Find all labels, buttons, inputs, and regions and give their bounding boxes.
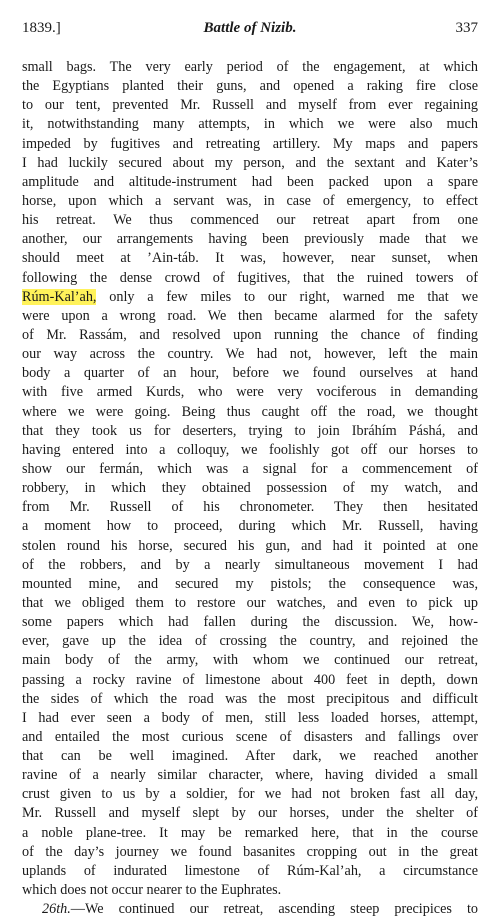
line-text: uplands of indurated limestone of Rúm-Kal’ah, a circumstance (22, 862, 478, 879)
text-line (22, 804, 478, 823)
text-line (22, 77, 478, 96)
line-text: that they took us for deserters, trying to join Ibráhím Páshá, and (22, 422, 478, 439)
line-text: from Mr. Russell of his chronometer. They then hesitated (22, 499, 478, 516)
page-number: 337 (455, 20, 478, 36)
line-text: crust given to us by a soldier, for we had not broken fast all day, (22, 786, 478, 803)
text-line (22, 135, 478, 154)
line-text: a noble plane-tree. It may be remarked here, that in the course (22, 824, 478, 841)
line-text: impeded by fugitives and retreating artillery. My maps and papers (22, 135, 478, 152)
line-text: and entailed the most curious scene of disasters and fallings over (22, 728, 478, 745)
line-text: where we were going. Being thus caught off the road, we thought (22, 403, 478, 420)
line-text: only a few miles to our right, warned me that we (96, 288, 478, 305)
text-line (22, 843, 478, 862)
text-line (22, 383, 478, 402)
line-text: mounted mine, and secured my pistols; the consequence was, (22, 575, 478, 592)
highlighted-place-name: Rúm-Kal’ah, (22, 288, 97, 305)
text-line (22, 785, 478, 804)
text-line (22, 709, 478, 728)
text-line (22, 230, 478, 249)
line-text: our way across the country. We had not, however, left the main (22, 346, 478, 363)
text-line (22, 824, 478, 843)
text-line (22, 556, 478, 575)
line-text: that can be well imagined. After dark, we reached another (22, 748, 478, 765)
line-text: the Egyptians planted their guns, and opened a raking fire close (22, 78, 478, 95)
text-line (22, 690, 478, 709)
line-text: following the dense crowd of fugitives, that the ruined towers of (22, 269, 478, 286)
text-line (22, 154, 478, 173)
line-text: of the day’s journey we found basanites cropping out in the great (22, 843, 478, 860)
line-text: show our fermán, which was a signal for a commencement of (22, 460, 478, 477)
text-line (22, 632, 478, 651)
text-line (22, 613, 478, 632)
line-text: —We continued our retreat, ascending steep precipices to (70, 901, 478, 918)
text-line (22, 747, 478, 766)
text-line (22, 288, 478, 307)
line-text: a moment how to proceed, during which Mr. Russell, having (22, 518, 478, 535)
line-text: which does not occur nearer to the Euphrates. (22, 882, 282, 899)
book-page (22, 20, 478, 919)
running-head (22, 20, 478, 46)
text-line (22, 575, 478, 594)
running-head-year: 1839.] (22, 20, 61, 36)
line-text: were upon a wrong road. We then became alarmed for the safety (22, 307, 478, 324)
text-line (22, 364, 478, 383)
line-text: with five armed Kurds, who were very vociferous in demanding (22, 384, 478, 401)
line-text: of Mr. Rassám, and resolved upon running the chance of finding (22, 326, 478, 343)
line-text: the sides of which the road was the most precipitous and difficult (22, 690, 478, 707)
line-text: I had ever seen a body of men, still less loaded horses, attempt, (22, 709, 478, 726)
text-line (22, 441, 478, 460)
text-line (22, 326, 478, 345)
line-text: stolen round his horse, secured his gun, and had it pointed at one (22, 537, 478, 554)
line-text: should meet at ’Ain-táb. It was, however, near sunset, when (22, 250, 478, 267)
line-text: it, notwithstanding many attempts, in which we were also much (22, 116, 478, 133)
text-line (22, 671, 478, 690)
text-line (22, 115, 478, 134)
text-line (22, 192, 478, 211)
line-text: that we obliged them to restore our watches, and even to pick up (22, 594, 478, 611)
line-text: small bags. The very early period of the engagement, at which (22, 59, 478, 75)
line-text: another, our arrangements having been previously made that we (22, 231, 478, 248)
text-line (22, 211, 478, 230)
line-text: to our tent, prevented Mr. Russell and myself from ever regaining (22, 97, 478, 114)
text-line (22, 422, 478, 441)
text-line (22, 479, 478, 498)
line-text: robbery, in which they obtained possession of my watch, and (22, 480, 478, 497)
line-text: his retreat. We thus commenced our retreat apart from one (22, 212, 478, 229)
text-line (22, 345, 478, 364)
line-text: ever, gave up the idea of crossing the country, and rejoined the (22, 633, 478, 650)
text-line (22, 881, 478, 900)
text-line (22, 96, 478, 115)
text-line (22, 58, 478, 77)
text-line (22, 307, 478, 326)
text-line (22, 403, 478, 422)
line-text: amplitude and altitude-instrument had been packed upon a spare (22, 173, 478, 190)
line-text: I had luckily secured about my person, and the sextant and Kater’s (22, 154, 478, 171)
line-text: of the robbers, and by a nearly simultaneous movement I had (22, 556, 478, 573)
text-line (22, 498, 478, 517)
line-text: ravine of a nearly similar character, where, having divided a small (22, 767, 478, 784)
text-line (22, 173, 478, 192)
body-text (22, 58, 478, 919)
line-text: Mr. Russell and myself slept by our horses, under the shelter of (22, 805, 478, 822)
line-text: body a quarter of an hour, before we found ourselves at hand (22, 365, 478, 382)
running-head-title: Battle of Nizib. (203, 20, 297, 36)
line-text: main body of the army, with whom we continued our retreat, (22, 652, 478, 669)
text-line (22, 728, 478, 747)
text-line (22, 269, 478, 288)
line-text: passing a rocky ravine of limestone about 400 feet in depth, down (22, 671, 478, 688)
line-text: horse, upon which a servant was, in case of emergency, to effect (22, 192, 478, 209)
text-line (22, 651, 478, 670)
line-text: having entered into a colloquy, we foolishly got off our horses to (22, 441, 478, 458)
text-line (22, 249, 478, 268)
text-line (22, 862, 478, 881)
text-line (22, 594, 478, 613)
text-line (22, 537, 478, 556)
text-line (22, 766, 478, 785)
date-label: 26th. (42, 901, 71, 918)
line-text: some papers which had fallen during the discussion. We, how- (22, 614, 478, 631)
text-line (22, 900, 478, 919)
text-line (22, 517, 478, 536)
text-line (22, 460, 478, 479)
